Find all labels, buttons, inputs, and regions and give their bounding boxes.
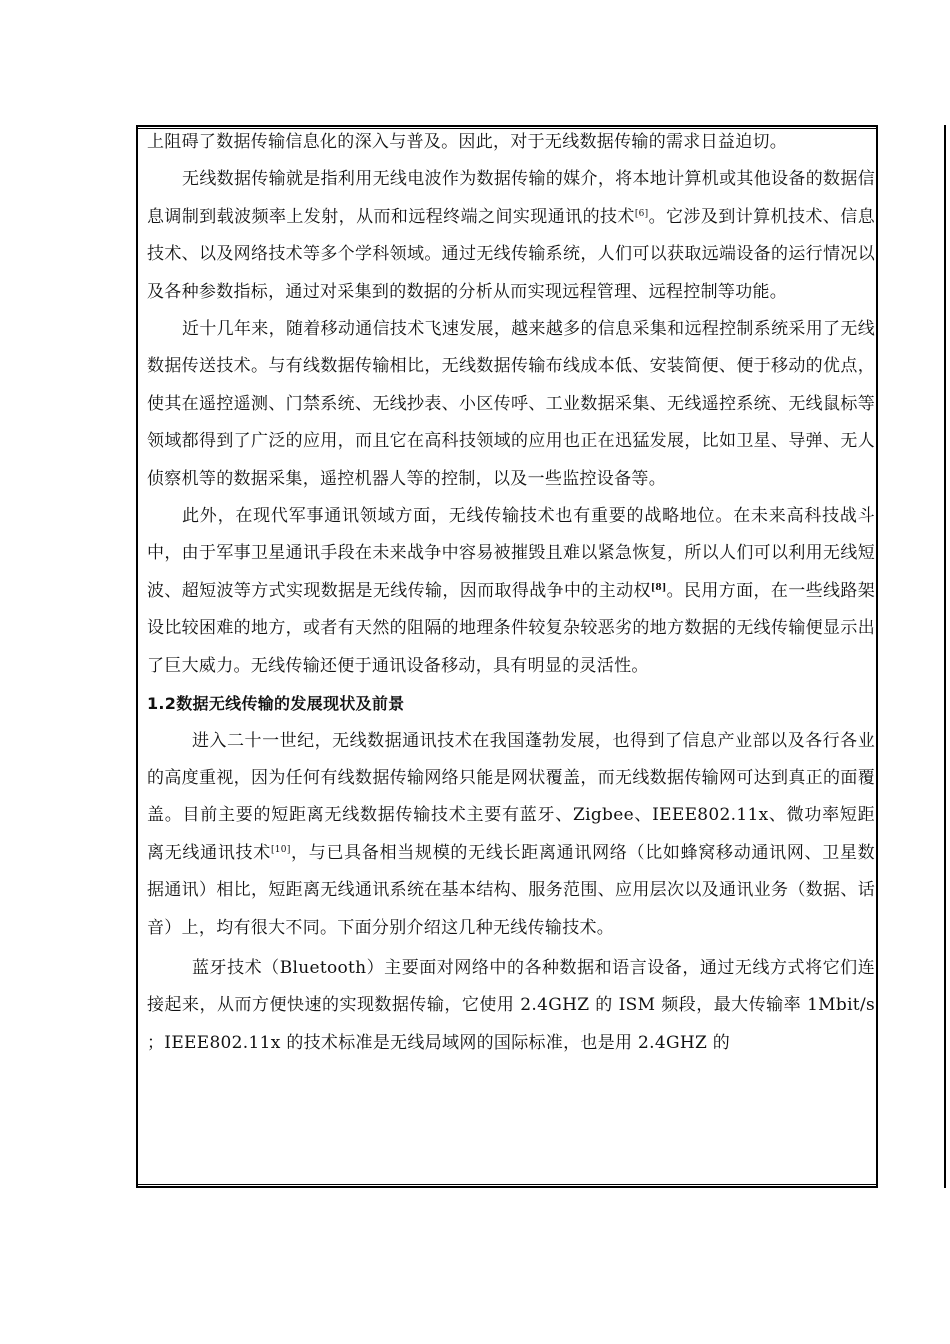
- paragraph-2-text-cont: 。它涉及到计算机技术、信息技术、以及网络技术等多个学科领域。通过无线传输系统，人们可以获取远端设备的运行情况以及各种参数指标，通过对采集到的数据的分析从而实现远程管理、远程控制等功能。: [147, 206, 875, 302]
- paragraph-5-text-cont: ，与已具备相当规模的无线长距离通讯网络（比如蜂窝移动通讯网、卫星数据通讯）相比，短距离无线通讯系统在基本结构、服务范围、应用层次以及通讯业务（数据、话音）上，均有很大不同。下面分别介绍这几种无线传输技术。: [147, 842, 875, 938]
- paragraph-4: [147, 498, 875, 685]
- margin-line: [944, 125, 946, 1188]
- paragraph-4-text-cont: 。民用方面，在一些线路架设比较困难的地方，或者有天然的阻隔的地理条件较复杂较恶劣的地方数据的无线传输便显示出了巨大威力。无线传输还便于通讯设备移动，具有明显的灵活性。: [147, 580, 875, 676]
- paragraph-2: [147, 161, 875, 311]
- citation-6: [6]: [634, 208, 649, 219]
- paragraph-5: [147, 723, 875, 947]
- section-heading: 1.2数据无线传输的发展现状及前景: [147, 694, 405, 714]
- paragraph-4-text: 此外，在现代军事通讯领域方面，无线传输技术也有重要的战略地位。在未来高科技战斗中，由于军事卫星通讯手段在未来战争中容易被摧毁且难以紧急恢复，所以人们可以利用无线短波、超短波等方式实现数据是无线传输，因而取得战争中的主动权: [147, 506, 875, 601]
- document-body: [147, 124, 875, 1062]
- citation-10: [10]: [270, 844, 291, 855]
- paragraph-1: 上阻碍了数据传输信息化的深入与普及。因此，对于无线数据传输的需求日益迫切。: [147, 132, 788, 152]
- paragraph-6: 蓝牙技术（Bluetooth）主要面对网络中的各种数据和语言设备，通过无线方式将它们连接起来，从而方便快速的实现数据传输，它使用 2.4GHZ 的 ISM 频段，最大传输率 1Mbit/s ；IEEE802.11x 的技术标准是无线局域网的国际标准，也是用 2.4GHZ 的: [147, 957, 875, 1053]
- citation-8: [8]: [650, 582, 667, 593]
- paragraph-2-text: 无线数据传输就是指利用无线电波作为数据传输的媒介，将本地计算机或其他设备的数据信息调制到载波频率上发射，从而和远程终端之间实现通讯的技术: [147, 169, 875, 227]
- paragraph-5-text: 进入二十一世纪，无线数据通讯技术在我国蓬勃发展，也得到了信息产业部以及各行各业的高度重视，因为任何有线数据传输网络只能是网状覆盖，而无线数据传输网可达到真正的面覆盖。目前主要的短距离无线数据传输技术主要有蓝牙、Zigbee、IEEE802.11x、微功率短距离无线通讯技术: [147, 730, 875, 863]
- paragraph-3: 近十几年来，随着移动通信技术飞速发展，越来越多的信息采集和远程控制系统采用了无线数据传送技术。与有线数据传输相比，无线数据传输布线成本低、安装简便、便于移动的优点，使其在遥控遥测、门禁系统、无线抄表、小区传呼、工业数据采集、无线遥控系统、无线鼠标等领域都得到了广泛的应用，而且它在高科技领域的应用也正在迅猛发展，比如卫星、导弹、无人侦察机等的数据采集，遥控机器人等的控制，以及一些监控设备等。: [147, 319, 875, 489]
